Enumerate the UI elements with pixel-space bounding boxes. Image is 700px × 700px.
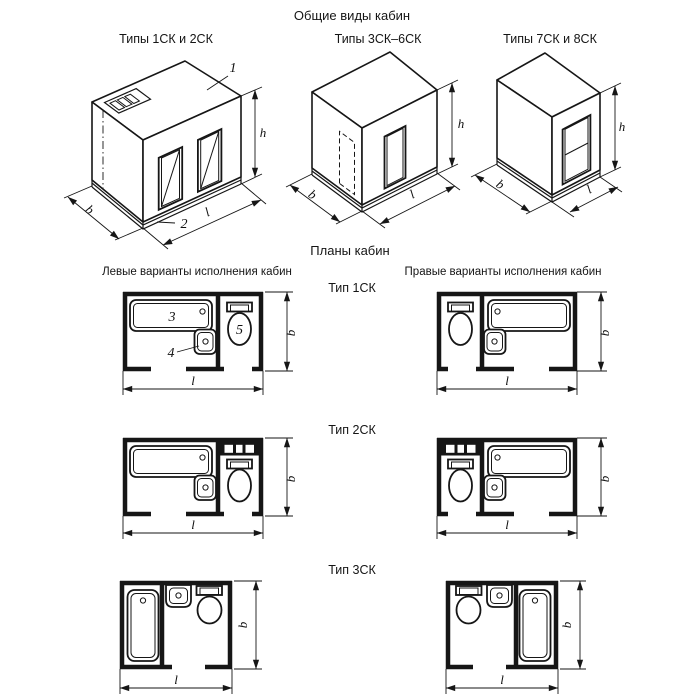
dim-label-l: l <box>174 672 178 687</box>
right-variants-header: Правые варианты исполнения кабин <box>404 266 602 278</box>
dim-label-l: l <box>406 186 417 202</box>
callout-number-3: 3 <box>168 310 176 325</box>
dim-h <box>241 87 266 184</box>
dim-l <box>437 516 577 539</box>
dim-label-h: h <box>259 125 267 140</box>
dim-b <box>577 292 612 371</box>
iso-view-types-3ck-6ck <box>286 52 464 228</box>
dim-label-l: l <box>583 181 595 197</box>
callout-number-1: 1 <box>229 61 237 76</box>
dim-label-b: b <box>597 475 612 483</box>
dim-label-l: l <box>191 517 195 532</box>
dim-l <box>120 669 232 694</box>
iso-title-types-7-8: Типы 7СК и 8СК <box>503 32 597 46</box>
type-2ck-label: Тип 2СК <box>328 423 376 437</box>
callout-base-panel <box>157 217 188 232</box>
iso-title-types-3-6: Типы 3СК–6СК <box>334 32 422 46</box>
dim-label-l: l <box>500 672 504 687</box>
dim-b <box>559 581 586 669</box>
dim-label-h: h <box>618 119 626 134</box>
dim-label-l: l <box>202 204 212 220</box>
dim-label-b: b <box>493 176 508 193</box>
door-opening-right <box>198 129 222 192</box>
iso-title-types-1-2: Типы 1СК и 2СК <box>119 32 213 46</box>
plan-3ck-right <box>446 581 586 694</box>
dim-label-b: b <box>82 201 98 218</box>
type-3ck-label: Тип 3СК <box>328 563 376 577</box>
dim-l <box>123 516 263 539</box>
plan-1ck-right <box>437 292 612 395</box>
callout-number-2: 2 <box>180 217 188 232</box>
dim-h <box>437 80 464 174</box>
door-opening-front <box>385 126 406 189</box>
dim-label-b: b <box>283 475 298 483</box>
iso-view-types-7ck-8ck <box>471 53 625 217</box>
type-1ck-label: Тип 1СК <box>328 281 376 295</box>
dim-label-l: l <box>191 373 195 388</box>
dim-l <box>446 669 558 694</box>
plan-1ck-left <box>123 292 298 395</box>
dim-l <box>437 371 577 395</box>
dim-b <box>577 438 612 516</box>
dim-label-b: b <box>283 329 298 337</box>
dim-b <box>265 292 298 371</box>
dim-label-b: b <box>305 186 320 203</box>
dim-b <box>234 581 262 669</box>
dim-label-l: l <box>505 373 509 388</box>
dim-label-l: l <box>505 517 509 532</box>
iso-view-types-1ck-2ck <box>64 61 266 249</box>
dim-label-b: b <box>235 621 250 629</box>
dim-label-b: b <box>559 621 574 629</box>
dim-l <box>123 371 263 395</box>
drawing-title: Общие виды кабин <box>293 8 411 23</box>
dim-b <box>265 438 298 516</box>
plan-2ck-left <box>123 438 298 539</box>
dim-label-h: h <box>457 116 465 131</box>
dim-label-b: b <box>597 329 612 337</box>
left-variants-header: Левые варианты исполнения кабин <box>102 266 292 278</box>
plan-3ck-left <box>120 581 262 694</box>
dim-h <box>600 83 625 177</box>
callout-number-4: 4 <box>167 346 175 361</box>
plans-section-title: Планы кабин <box>310 243 390 258</box>
callout-number-5: 5 <box>236 323 243 338</box>
plan-2ck-right <box>437 438 612 539</box>
door-opening-left <box>159 147 183 210</box>
